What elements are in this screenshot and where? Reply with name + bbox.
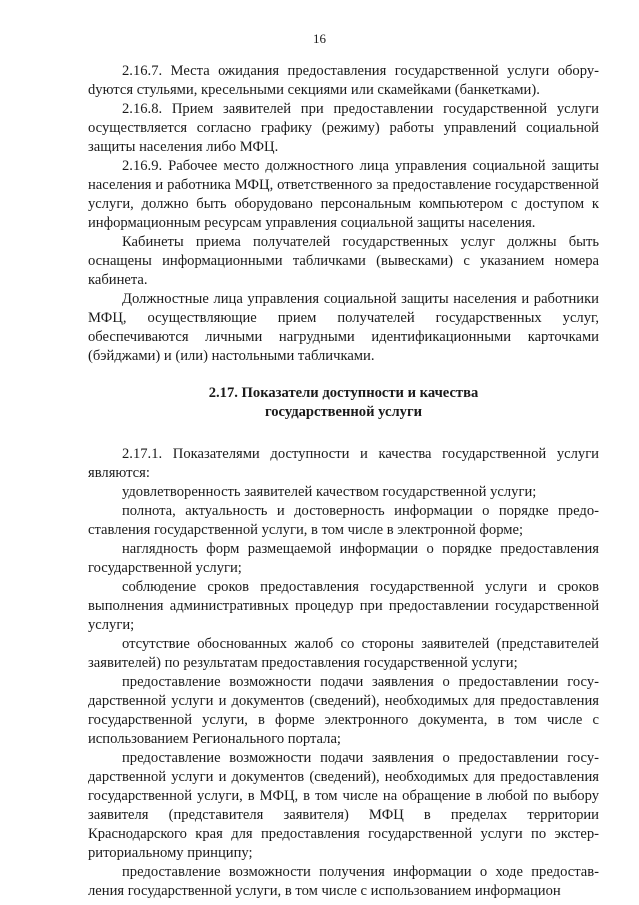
paragraph-cabinets: Кабинеты приема получателей государственных услуг должны быть оснащены информационными табличками (вывесками) с указанием номера кабинета. bbox=[88, 234, 599, 288]
document-body bbox=[88, 62, 599, 901]
list-item-satisfaction: удовлетворенность заявителей качеством государственной услуги; bbox=[122, 484, 537, 500]
list-item-information-completeness: полнота, актуальность и достоверность информации о порядке предоставления государственной услуги, в том числе в электронной форме; bbox=[88, 503, 599, 538]
list-item-progress-information: предоставление возможности получения информации о ходе предоставления государственной услуги, в том числе с использованием информацион bbox=[88, 864, 599, 899]
section-heading-2-17 bbox=[88, 384, 599, 422]
list-item-no-complaints: отсутствие обоснованных жалоб со стороны заявителей (представителей заявителей) по результатам предоставления государственной услуги; bbox=[88, 636, 599, 671]
paragraph-badges: Должностные лица управления социальной защиты населения и работники МФЦ, осуществляющие прием получателей государственных услуг, обеспечиваются личными нагрудными идентификационными карточками (бэйджами) и (или) настольными табличками. bbox=[88, 291, 599, 364]
page-number: 16 bbox=[313, 31, 326, 46]
paragraph-2-16-7: 2.16.7. Места ожидания предоставления государственной услуги оборуdуются стульями, кресельными секциями или скамейками (банкетками). bbox=[88, 63, 599, 98]
paragraph-2-16-8: 2.16.8. Прием заявителей при предоставлении государственной услуги осуществляется согласно графику (режиму) работы управлений социальной защиты населения либо МФЦ. bbox=[88, 101, 599, 155]
paragraph-2-17-1: 2.17.1. Показателями доступности и качества государственной услуги являются: bbox=[88, 446, 599, 481]
section-heading-line-2: государственной услуги bbox=[264, 404, 423, 420]
list-item-deadlines: соблюдение сроков предоставления государственной услуги и сроков выполнения административных процедур при предоставлении государственной услуги; bbox=[88, 579, 599, 633]
list-item-electronic-submission: предоставление возможности подачи заявления о предоставлении государственной услуги и документов (сведений), необходимых для предоставления государственной услуги, в форме электронного документа, в том числе с использованием Регионального портала; bbox=[88, 674, 599, 747]
paragraph-2-16-9: 2.16.9. Рабочее место должностного лица управления социальной защиты населения и работника МФЦ, ответственного за предоставление государственной услуги, должно быть оборудовано персональным компьютером с доступом к информационным ресурсам управления социальной защиты населения. bbox=[88, 158, 599, 231]
list-item-visibility: наглядность форм размещаемой информации о порядке предоставления государственной услуги; bbox=[88, 541, 599, 576]
section-heading-line-1: 2.17. Показатели доступности и качества bbox=[208, 385, 479, 401]
list-item-mfc-submission: предоставление возможности подачи заявления о предоставлении государственной услуги и документов (сведений), необходимых для предоставления государственной услуги, в МФЦ, в том числе на обращение в любой по выбору заявителя (представителя заявителя) МФЦ в пределах территории Краснодарского края для предоставления государственной услуги по экстерриториальному принципу; bbox=[88, 750, 599, 861]
